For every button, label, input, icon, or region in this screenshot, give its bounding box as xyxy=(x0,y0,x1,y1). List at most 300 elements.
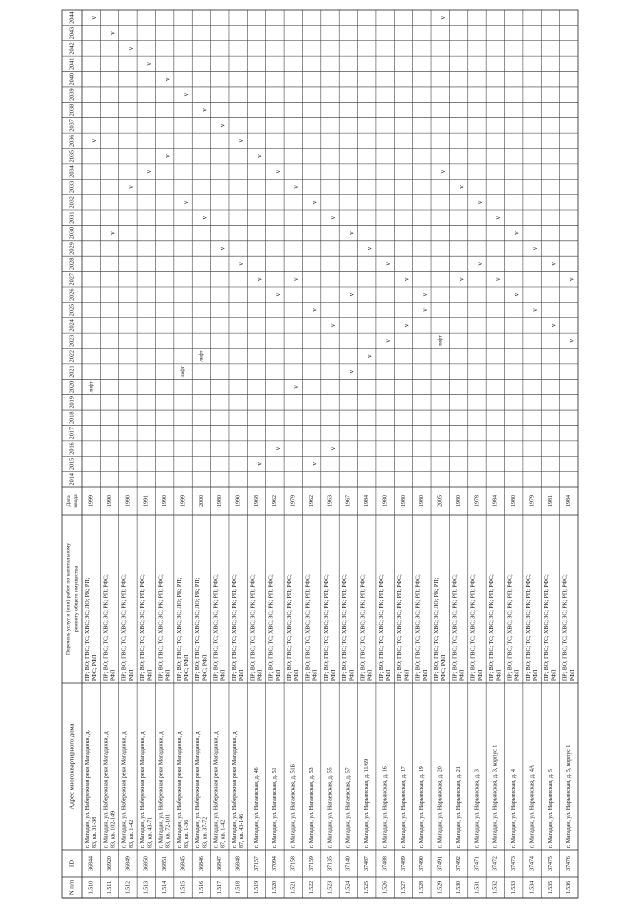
table-row xyxy=(157,77,171,894)
lift-mark: лифт xyxy=(180,366,187,378)
table-row xyxy=(526,246,539,894)
check-mark: v xyxy=(347,369,356,374)
check-mark: v xyxy=(347,292,356,297)
row-services-line2: РФЛ xyxy=(477,669,484,681)
row-address-line1: г. Магадан, ул. Набережная реки Магаданки, д xyxy=(213,731,220,848)
row-services-line2: РФЛ xyxy=(330,669,337,681)
check-mark: v xyxy=(402,323,411,328)
table-row xyxy=(397,277,410,894)
row-address: г. Магадан, ул. Нарьянская, д. 21 xyxy=(455,766,462,848)
header-year-2033: 2033 xyxy=(68,180,76,194)
check-mark: v xyxy=(163,154,172,158)
check-mark: v xyxy=(181,200,190,205)
row-date: 1980 xyxy=(419,495,426,507)
row-services-line1: ПР; ВО; ГВС; ТС; ХВС; ЗС; РК; РП; РФС; xyxy=(158,574,165,681)
table-row xyxy=(194,108,208,894)
check-mark: v xyxy=(292,385,301,389)
header-year-2019: 2019 xyxy=(68,396,76,409)
table-row xyxy=(102,31,116,894)
check-mark: v xyxy=(475,262,484,266)
header-year-2024: 2024 xyxy=(68,319,76,332)
row-services-line1: ПР; ВО; ГВС; ТС; ХВС; ЗС; РК; РП; РФС; xyxy=(360,574,367,681)
row-id: 37474 xyxy=(529,856,536,871)
row-services-line1: ПР; ВО; ГВС; ТС; ХВС; ЗС; РК; РП; РФС; xyxy=(378,574,385,681)
check-mark: v xyxy=(365,246,374,251)
table-row xyxy=(231,139,245,895)
row-address: г. Магадан, ул. Нарьянская, д. 16 xyxy=(382,766,389,848)
row-address: г. Магадан, ул. Нарьянская, д. 5 xyxy=(547,769,554,848)
row-services-line1: ПР; ВО; ГВС; ТС; ХВС; ЗС; РК; РП; РФС; xyxy=(544,574,551,681)
table-row xyxy=(361,246,374,894)
row-address-line2: 83, кв. 72-101 xyxy=(165,813,172,848)
header-date-line1: Дата xyxy=(65,495,72,507)
lift-mark: лифт xyxy=(198,350,205,362)
row-id: 37491 xyxy=(437,856,444,871)
row-date: 1984 xyxy=(566,495,573,507)
header-year-2037: 2037 xyxy=(68,119,76,132)
row-services-line2: РФЛ xyxy=(551,669,558,681)
header-year-2016: 2016 xyxy=(68,442,76,455)
row-services-line1: ПР; ВО; ГВС; ТС; ХВС; ЗС; РК; РП; РФС; xyxy=(103,574,110,681)
row-services-line1: ПР; ВО; ГВС; ТС; ХВС; ЗС; РК; РП; РФС; xyxy=(397,574,404,681)
header-year-2026: 2026 xyxy=(68,288,76,301)
check-mark: v xyxy=(402,277,411,282)
row-id: 36848 xyxy=(235,856,242,871)
row-services-line2: РФЛ xyxy=(220,669,227,681)
row-services-line2: РФЛ xyxy=(496,669,503,681)
row-services-line2: РФЛ xyxy=(349,669,356,681)
header-year-2025: 2025 xyxy=(68,303,76,317)
row-date: 2005 xyxy=(437,495,444,507)
header-year-2029: 2029 xyxy=(68,242,76,255)
table-row xyxy=(250,154,263,894)
row-date: 1963 xyxy=(327,495,334,507)
row-services-line1: ПР; ВО; ГВС; ТС; ХВС; ЗС; ЛО; РК; РП; xyxy=(433,577,440,681)
row-number: 1.517 xyxy=(217,880,224,895)
row-services-line1: ПР; ВО; ГВС; ТС; ХВС; ЗС; РК; РП; РФС; xyxy=(415,574,422,681)
header-year-2041: 2041 xyxy=(68,57,76,71)
row-services-line1: ПР; ВО; ГВС; ТС; ХВС; ЗС; РК; РП; РФС; xyxy=(121,574,128,681)
header-year-2020: 2020 xyxy=(68,380,76,394)
row-date: 1999 xyxy=(180,495,187,507)
check-mark: v xyxy=(200,215,209,220)
check-mark: v xyxy=(292,185,301,189)
table-row xyxy=(434,15,447,894)
table-row xyxy=(139,62,153,895)
row-services-line1: ПР; ВО; ГВС; ТС; ХВС; ЗС; ЛО; РК; РП; xyxy=(195,577,202,681)
row-id: 36846 xyxy=(198,856,205,871)
header-year-2015: 2015 xyxy=(68,457,76,471)
row-number: 1.536 xyxy=(566,880,573,895)
row-date: 1990 xyxy=(162,495,169,507)
row-address-line1: г. Магадан, ул. Набережная реки Магаданки, д xyxy=(195,731,202,848)
row-address: г. Магадан, ул. Нагаевская, д. 51Б xyxy=(290,764,297,848)
check-mark: v xyxy=(181,92,190,97)
row-number: 1.521 xyxy=(290,880,297,895)
header-year-2038: 2038 xyxy=(68,103,76,117)
check-mark: v xyxy=(567,339,576,343)
row-address-line2: 83, кв. 102-149 xyxy=(110,810,117,848)
row-services-line2: РФЛ xyxy=(257,669,264,681)
check-mark: v xyxy=(512,292,521,297)
row-number: 1.512 xyxy=(125,880,132,895)
row-id: 36851 xyxy=(162,856,169,871)
row-date: 1980 xyxy=(217,495,224,507)
row-date: 1990 xyxy=(235,495,242,507)
row-date: 1980 xyxy=(455,495,462,507)
check-mark: v xyxy=(108,31,117,35)
header-year-2021: 2021 xyxy=(68,365,76,378)
row-id: 37473 xyxy=(511,856,518,871)
header-year-2017: 2017 xyxy=(68,426,76,440)
row-date: 1984 xyxy=(364,495,371,507)
row-services-line1: ПР; ВО; ГВС; ТС; ХВС; ЗС; РК; РП; РФС; xyxy=(470,574,477,681)
table-row xyxy=(563,277,576,894)
header-year-2036: 2036 xyxy=(68,134,76,147)
row-date: 1968 xyxy=(253,495,260,507)
row-services-line2: РФЛ xyxy=(367,669,374,681)
row-id: 37490 xyxy=(419,856,426,871)
check-mark: v xyxy=(237,139,246,143)
row-services-line2: РФЛ xyxy=(459,669,466,681)
row-id: 37471 xyxy=(474,856,481,871)
header-address: Адрес многоквартирного дома xyxy=(68,723,76,810)
table-row xyxy=(176,92,190,894)
row-number: 1.534 xyxy=(529,880,536,895)
row-number: 1.533 xyxy=(511,880,518,895)
check-mark: v xyxy=(567,277,576,282)
row-services-line1: ПР; ВО; ГВС; ТС; ХВС; ЗС; РК; РП; РФС; xyxy=(140,574,147,681)
row-address-line1: г. Магадан, ул. Набережная реки Магаданки, д xyxy=(158,731,165,848)
table-row xyxy=(324,215,337,894)
row-address-line2: 83, кв. 31-38 xyxy=(92,816,99,848)
header-year-2027: 2027 xyxy=(68,273,76,286)
header-num: N п/п xyxy=(68,879,76,896)
check-mark: v xyxy=(457,185,466,189)
row-number: 1.514 xyxy=(162,880,169,895)
header-services-line1: Перечень услуг и (или) работ по капитальному xyxy=(65,542,72,656)
row-address: г. Магадан, ул. Нагаевская, д. 51 xyxy=(272,767,279,848)
row-services-line1: ПР; ВО; ГВС; ТС; ХВС; ЗС; РК; РП; РФС; xyxy=(213,574,220,681)
table-row xyxy=(342,231,355,894)
row-number: 1.515 xyxy=(180,880,187,895)
row-address: г. Магадан, ул. Нарьянская, д. 4 xyxy=(511,769,518,848)
header-year-2039: 2039 xyxy=(68,88,76,101)
row-services-line1: ПР; ВО; ГВС; ТС; ХВС; ЗС; РК; РП; РФС; xyxy=(323,574,330,681)
row-id: 37476 xyxy=(566,856,573,871)
row-services-line1: ПР; ВО; ГВС; ТС; ХВС; ЗС; РК; РП; РФС; xyxy=(250,574,257,681)
check-mark: v xyxy=(255,277,264,282)
header-id: ID xyxy=(68,860,76,867)
row-id: 36850 xyxy=(143,856,150,871)
check-mark: v xyxy=(145,169,154,174)
row-services-line2: РФС; РФЛ xyxy=(202,654,209,681)
check-mark: v xyxy=(108,231,117,235)
check-mark: v xyxy=(384,339,393,343)
header-year-2035: 2035 xyxy=(68,149,76,163)
row-address: г. Магадан, ул. Нагаевская, д. 46 xyxy=(253,767,260,848)
row-date: 1981 xyxy=(547,495,554,507)
check-mark: v xyxy=(328,446,337,451)
row-number: 1.511 xyxy=(106,880,113,895)
row-services-line2: РФЛ xyxy=(275,669,282,681)
row-address: г. Магадан, ул. Нарьянская, д. 4А xyxy=(529,764,536,848)
row-services-line1: ПР; ВО; ГВС; ТС; ХВС; ЗС; РК; РП; РФС; xyxy=(489,574,496,681)
header-date-line2: ввода xyxy=(72,494,79,508)
row-services-line1: ПР; ВО; ГВС; ТС; ХВС; ЗС; РК; РП; РФС; xyxy=(525,574,532,681)
row-number: 1.520 xyxy=(272,880,279,895)
row-address: г. Магадан, ул. Нарьянская, д. 17 xyxy=(400,766,407,848)
check-mark: v xyxy=(292,277,301,282)
row-number: 1.531 xyxy=(474,880,481,895)
row-services-line2: РФЛ xyxy=(386,669,393,681)
row-address-line1: г. Магадан, ул. Набережная реки Магаданки, д xyxy=(176,731,183,848)
table-row xyxy=(416,292,429,894)
row-id: 37475 xyxy=(547,856,554,871)
header-year-2040: 2040 xyxy=(68,73,76,86)
row-id: 36849 xyxy=(125,856,132,871)
row-address: г. Магадан, ул. Нагаевская, д. 57 xyxy=(345,767,352,848)
row-address: г. Магадан, ул. Нарьянская, д. 5, корпус 1 xyxy=(566,744,573,848)
row-services-line2: РФЛ xyxy=(312,669,319,681)
row-id: 37157 xyxy=(253,856,260,871)
row-address: г. Магадан, ул. Нарьянская, д. 3, корпус 1 xyxy=(492,744,499,848)
row-services-line1: ПР; ВО; ГВС; ТС; ХВС; ЗС; РК; РП; РФС; xyxy=(305,574,312,681)
row-id: 37140 xyxy=(345,856,352,871)
row-services-line1: ПР; ВО; ГВС; ТС; ХВС; ЗС; РК; РП; РФС; xyxy=(268,574,275,681)
row-id: 36844 xyxy=(88,856,95,871)
row-services-line2: РФЛ xyxy=(569,669,576,681)
row-address-line2: 87, кв. 43-146 xyxy=(239,813,246,848)
check-mark: v xyxy=(218,246,227,251)
row-number: 1.510 xyxy=(88,880,95,895)
row-services-line1: ПР; ВО; ГВС; ТС; ХВС; ЗС; ЛО; РК; РП; xyxy=(176,577,183,681)
row-date: 2000 xyxy=(198,495,205,507)
check-mark: v xyxy=(237,262,246,266)
check-mark: v xyxy=(512,231,521,235)
row-date: 1978 xyxy=(474,495,481,507)
row-services-line2: РФЛ xyxy=(239,669,246,681)
header-year-2034: 2034 xyxy=(68,165,76,178)
row-address: г. Магадан, ул. Нарьянская, д. 20 xyxy=(437,766,444,848)
row-id: 37487 xyxy=(364,856,371,871)
check-mark: v xyxy=(163,77,172,81)
row-number: 1.524 xyxy=(345,880,352,895)
table-row xyxy=(489,215,502,894)
table-row xyxy=(544,262,557,894)
table-row xyxy=(305,200,318,894)
row-number: 1.527 xyxy=(400,880,407,895)
row-address-line2: 83, кв. 37-72 xyxy=(202,816,209,848)
row-number: 1.513 xyxy=(143,880,150,895)
header-year-2018: 2018 xyxy=(68,411,76,424)
row-address-line2: 87, кв. 1-42 xyxy=(220,819,227,848)
row-date: 1984 xyxy=(492,495,499,507)
check-mark: v xyxy=(145,62,154,66)
row-services-line1: ПР; ВО; ГВС; ТС; ХВС; ЗС; РК; РП; РФС; xyxy=(562,574,569,681)
row-number: 1.529 xyxy=(437,880,444,895)
check-mark: v xyxy=(273,446,282,451)
lift-mark: лифт xyxy=(88,381,95,393)
row-id: 37492 xyxy=(455,856,462,871)
row-number: 1.528 xyxy=(419,880,426,895)
check-mark: v xyxy=(90,15,99,20)
row-address-line1: г. Магадан, ул. Набережная реки Магаданки, д xyxy=(140,731,147,848)
check-mark: v xyxy=(365,354,374,358)
check-mark: v xyxy=(126,46,135,51)
check-mark: v xyxy=(310,462,319,466)
row-date: 1980 xyxy=(382,495,389,507)
table-row xyxy=(121,46,135,894)
table-row xyxy=(287,185,300,894)
row-number: 1.522 xyxy=(308,880,315,895)
table-row xyxy=(379,262,392,894)
row-address: г. Магадан, ул. Нарьянская, д. 11/69 xyxy=(364,758,371,848)
row-services-line2: РФЛ xyxy=(165,669,172,681)
check-mark: v xyxy=(310,308,319,312)
row-number: 1.535 xyxy=(547,880,554,895)
check-mark: v xyxy=(347,231,356,235)
check-mark: v xyxy=(494,277,503,282)
row-address-line1: г. Магадан, ул. Набережная реки Магаданки, д xyxy=(231,731,238,848)
row-services-line2: РФС; РФЛ xyxy=(183,654,190,681)
row-address-line1: г. Магадан, ул. Набережная реки Магаданки, д xyxy=(121,731,128,848)
check-mark: v xyxy=(494,215,503,220)
header-year-2042: 2042 xyxy=(68,42,76,55)
table-row xyxy=(507,231,520,894)
row-services-line1: ПР; ВО; ГВС; ТС; ХВС; ЗС; ЛО; РК; РП; xyxy=(84,577,91,681)
row-services-line2: РФС; РФЛ xyxy=(92,654,99,681)
row-date: 1991 xyxy=(143,495,150,507)
row-id: 36845 xyxy=(180,856,187,871)
header-year-2014: 2014 xyxy=(68,473,76,486)
row-services-line1: ПР; ВО; ГВС; ТС; ХВС; ЗС; РК; РП; РФС; xyxy=(507,574,514,681)
row-date: 1990 xyxy=(125,495,132,507)
check-mark: v xyxy=(218,123,227,128)
check-mark: v xyxy=(420,292,429,297)
row-id: 37158 xyxy=(290,856,297,871)
check-mark: v xyxy=(549,262,558,266)
check-mark: v xyxy=(384,262,393,266)
row-id: 37472 xyxy=(492,856,499,871)
row-address-line1: г. Магадан, ул. Набережная реки Магаданки, д xyxy=(103,731,110,848)
row-services-line1: ПР; ВО; ГВС; ТС; ХВС; ЗС; РК; РП; РФС; xyxy=(231,574,238,681)
table-row xyxy=(269,169,282,894)
row-services-line2: РФЛ xyxy=(404,669,411,681)
row-id: 37159 xyxy=(308,856,315,871)
row-number: 1.518 xyxy=(235,880,242,895)
lift-mark: лифт xyxy=(437,335,444,347)
row-id: 36847 xyxy=(217,856,224,871)
check-mark: v xyxy=(126,185,135,189)
check-mark: v xyxy=(255,154,264,158)
table-row xyxy=(471,200,484,894)
row-address: г. Магадан, ул. Нагаевская, д. 53 xyxy=(308,767,315,848)
header-year-2028: 2028 xyxy=(68,257,76,271)
row-services-line2: РФЛ xyxy=(294,669,301,681)
row-address-line1: г. Магадан, ул. Набережная реки Магаданки, д. xyxy=(84,730,91,848)
check-mark: v xyxy=(439,15,448,20)
row-date: 1980 xyxy=(400,495,407,507)
row-id: 36920 xyxy=(106,856,113,871)
check-mark: v xyxy=(475,200,484,205)
header-year-2044: 2044 xyxy=(68,11,76,24)
row-number: 1.516 xyxy=(198,880,205,895)
check-mark: v xyxy=(420,308,429,312)
header-services-line2: ремонту общего имущества xyxy=(73,565,80,633)
check-mark: v xyxy=(328,323,337,328)
row-date: 1967 xyxy=(345,495,352,507)
header-year-2030: 2030 xyxy=(68,226,76,240)
row-services-line2: РФЛ xyxy=(110,669,117,681)
check-mark: v xyxy=(530,246,539,251)
row-address: г. Магадан, ул. Нагаевская, д. 55 xyxy=(327,767,334,848)
header-year-2032: 2032 xyxy=(68,196,76,209)
check-mark: v xyxy=(255,462,264,466)
row-number: 1.525 xyxy=(364,880,371,895)
row-date: 1990 xyxy=(106,495,113,507)
row-services-line2: РФЛ xyxy=(533,669,540,681)
row-services-line2: РФЛ xyxy=(128,669,135,681)
row-id: 37094 xyxy=(272,856,279,871)
row-address-line2: 83, кв. 1-36 xyxy=(183,819,190,848)
check-mark: v xyxy=(273,169,282,174)
header-year-2043: 2043 xyxy=(68,26,76,40)
row-date: 1962 xyxy=(272,495,279,507)
row-date: 1999 xyxy=(88,495,95,507)
check-mark: v xyxy=(90,139,99,143)
row-id: 37488 xyxy=(382,856,389,871)
check-mark: v xyxy=(549,323,558,328)
table-row xyxy=(452,185,465,894)
check-mark: v xyxy=(530,308,539,312)
header-year-2023: 2023 xyxy=(68,334,76,348)
row-number: 1.532 xyxy=(492,880,499,895)
row-id: 37135 xyxy=(327,856,334,871)
row-address: г. Магадан, ул. Нарьянская, д. 19 xyxy=(419,766,426,848)
row-services-line2: РФЛ xyxy=(514,669,521,681)
row-services-line2: РФС; РФЛ xyxy=(441,654,448,681)
row-services-line2: РФЛ xyxy=(147,669,154,681)
row-address-line2: 83, кв. 1-42 xyxy=(128,819,135,848)
row-id: 37489 xyxy=(400,856,407,871)
check-mark: v xyxy=(200,108,209,112)
row-services-line1: ПР; ВО; ГВС; ТС; ХВС; ЗС; РК; РП; РФС; xyxy=(342,574,349,681)
table-row xyxy=(84,15,98,894)
header-year-2031: 2031 xyxy=(68,211,76,224)
row-number: 1.519 xyxy=(253,880,260,895)
row-address-line2: 83, кв. 43-71 xyxy=(147,816,154,848)
row-services-line1: ПР; ВО; ГВС; ТС; ХВС; ЗС; РК; РП; РФС; xyxy=(287,574,294,681)
check-mark: v xyxy=(273,292,282,297)
row-number: 1.523 xyxy=(327,880,334,895)
check-mark: v xyxy=(439,169,448,174)
row-number: 1.526 xyxy=(382,880,389,895)
check-mark: v xyxy=(328,215,337,220)
check-mark: v xyxy=(457,277,466,282)
row-date: 1979 xyxy=(529,495,536,507)
header-year-2022: 2022 xyxy=(68,350,76,363)
row-number: 1.530 xyxy=(455,880,462,895)
row-address: г. Магадан, ул. Нарьянская, д. 3 xyxy=(474,769,481,848)
row-services-line2: РФЛ xyxy=(422,669,429,681)
check-mark: v xyxy=(310,200,319,205)
row-services-line1: ПР; ВО; ГВС; ТС; ХВС; ЗС; РК; РП; РФС; xyxy=(452,574,459,681)
row-date: 1962 xyxy=(308,495,315,507)
row-date: 1980 xyxy=(511,495,518,507)
table-row xyxy=(213,123,227,894)
row-date: 1979 xyxy=(290,495,297,507)
